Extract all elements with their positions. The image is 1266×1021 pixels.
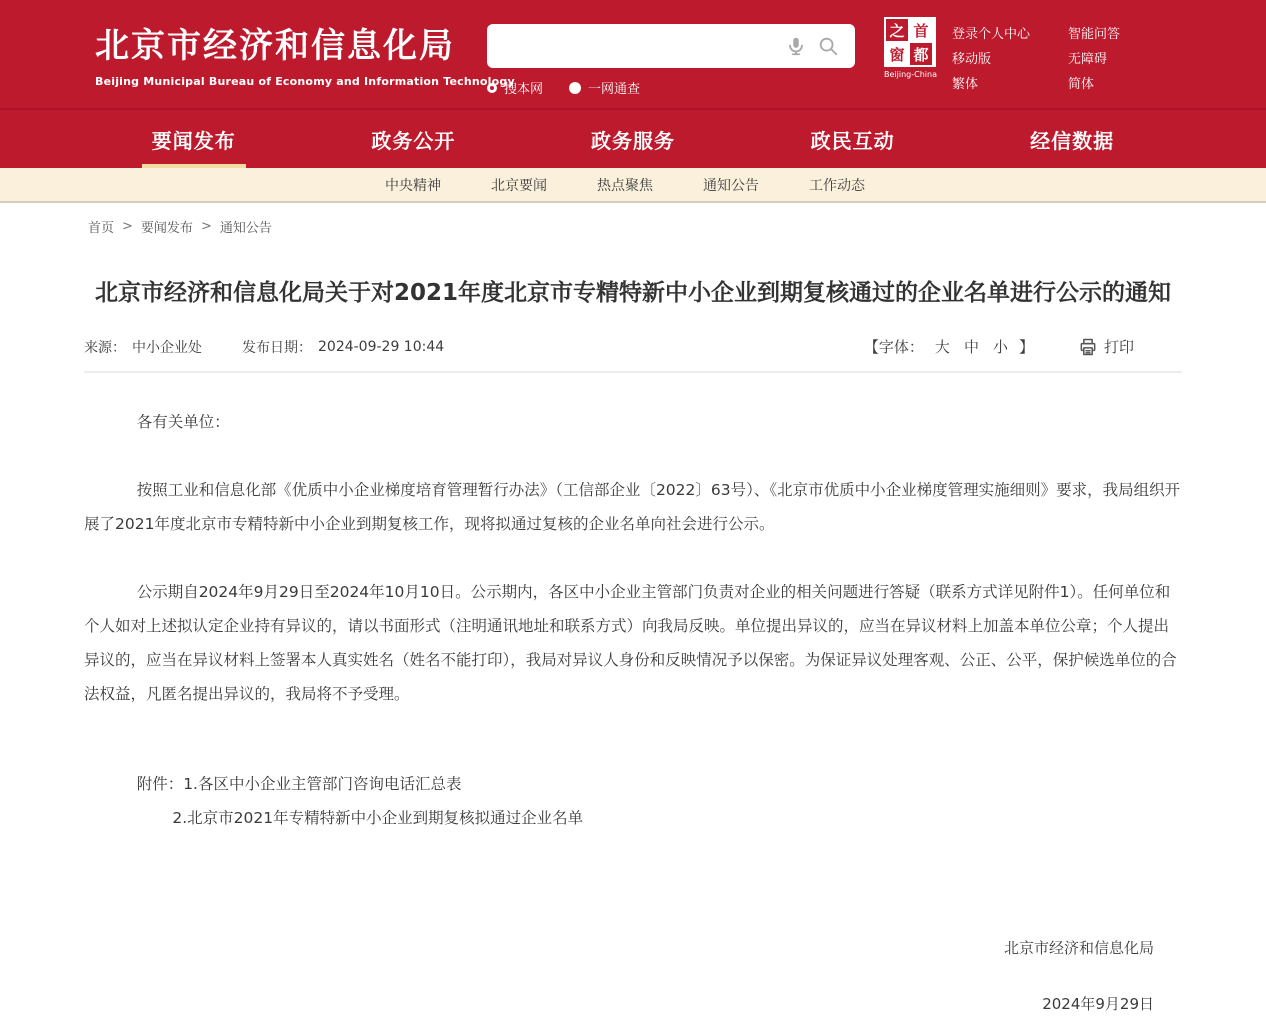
breadcrumb-separator: > (122, 219, 133, 234)
main-nav (0, 108, 1266, 168)
seal-char: 都 (910, 43, 932, 65)
link-login-personal-center[interactable]: 登录个人中心 (952, 27, 1031, 42)
search-box[interactable] (487, 24, 855, 68)
radio-unselected-icon (569, 82, 581, 94)
article-body (84, 405, 1182, 1021)
attachments (84, 767, 1182, 835)
signature-org: 北京市经济和信息化局 (1003, 939, 1154, 957)
scope-option-onenet[interactable] (569, 78, 640, 97)
font-size-small-button[interactable]: 小 (992, 338, 1008, 356)
site-title: 北京市经济和信息化局 (95, 26, 455, 66)
breadcrumb-home[interactable]: 首页 (88, 221, 115, 236)
print-label: 打印 (1103, 338, 1134, 356)
printer-icon (1078, 337, 1098, 357)
article-content (84, 276, 1182, 1021)
quick-links (952, 23, 1120, 92)
nav-item-gov-affairs-open[interactable]: 政务公开 (371, 128, 456, 153)
font-size-medium-button[interactable]: 中 (963, 338, 979, 356)
subnav-item-beijing-news[interactable]: 北京要闻 (491, 177, 547, 194)
signature-block (84, 931, 1182, 1021)
breadcrumb (0, 203, 1266, 236)
subnav-item-central-spirit[interactable]: 中央精神 (385, 177, 441, 194)
scope-option-site[interactable] (487, 78, 543, 97)
site-header (0, 0, 1266, 108)
link-traditional-chinese[interactable]: 繁体 (952, 77, 979, 92)
capital-window-seal-icon (884, 17, 936, 67)
seal-char: 首 (910, 19, 932, 41)
radio-selected-icon (487, 83, 497, 93)
nav-item-public-interaction[interactable]: 政民互动 (810, 128, 895, 153)
scope-option-label: 搜本网 (504, 82, 544, 97)
breadcrumb-separator: > (200, 219, 212, 234)
paragraph: 按照工业和信息化部《优质中小企业梯度培育管理暂行办法》（工信部企业〔2022〕63号）、《北京市优质中小企业梯度管理实施细则》要求，我局组织开展了2021年度北京市专精特新中小企业到期复核工作，现将拟通过复核的企业名单向社会进行公示。 (84, 481, 1181, 533)
site-brand[interactable] (95, 18, 515, 88)
subnav-item-work-updates[interactable]: 工作动态 (809, 177, 865, 194)
font-size-bracket-open: 【字体： (863, 338, 924, 356)
nav-item-data[interactable]: 经信数据 (1030, 128, 1115, 153)
attachment-1[interactable]: 附件：1.各区中小企业主管部门咨询电话汇总表 (136, 775, 462, 793)
subnav-item-hot-focus[interactable]: 热点聚焦 (597, 177, 653, 194)
article-title: 北京市经济和信息化局关于对2021年度北京市专精特新中小企业到期复核通过的企业名单进行公示的通知 (94, 280, 1171, 306)
search-icon[interactable] (817, 35, 839, 57)
source-label: 来源： (84, 339, 126, 356)
scope-option-label: 一网通查 (588, 82, 641, 97)
search-input[interactable] (499, 28, 779, 64)
capital-window-caption: Beijing-China (884, 70, 937, 79)
article-meta-row (84, 336, 1182, 357)
salutation: 各有关单位： (136, 413, 230, 431)
microphone-icon[interactable] (785, 35, 807, 57)
nav-item-news[interactable]: 要闻发布 (152, 110, 236, 168)
print-button[interactable] (1078, 336, 1134, 357)
meta-divider (84, 371, 1182, 373)
attachment-2[interactable]: 2.北京市2021年专精特新中小企业到期复核拟通过企业名单 (172, 809, 584, 827)
link-smart-qa[interactable]: 智能问答 (1068, 27, 1121, 42)
breadcrumb-news[interactable]: 要闻发布 (140, 221, 193, 236)
site-subtitle: Beijing Municipal Bureau of Economy and Information Technology (95, 75, 515, 88)
subnav-item-notices[interactable]: 通知公告 (703, 177, 759, 194)
publish-date-value: 2024-09-29 10:44 (318, 338, 445, 355)
link-mobile-version[interactable]: 移动版 (952, 52, 992, 67)
publish-date-label: 发布日期： (242, 339, 312, 356)
signature-date: 2024年9月29日 (1042, 995, 1154, 1013)
source-value: 中小企业处 (132, 339, 202, 356)
link-accessibility[interactable]: 无障碍 (1068, 52, 1108, 67)
search-scope-options (487, 78, 855, 97)
seal-char: 窗 (886, 43, 908, 65)
font-size-bracket-close: 】 (1018, 338, 1034, 356)
breadcrumb-notices[interactable]: 通知公告 (219, 221, 272, 236)
link-simplified-chinese[interactable]: 简体 (1068, 77, 1095, 92)
capital-window-logo[interactable] (884, 17, 936, 79)
sub-nav (0, 168, 1266, 203)
search-block (487, 24, 855, 97)
font-size-large-button[interactable]: 大 (934, 338, 950, 356)
nav-item-gov-services[interactable]: 政务服务 (590, 128, 675, 153)
seal-char: 之 (886, 19, 908, 41)
paragraph: 公示期自2024年9月29日至2024年10月10日。公示期内，各区中小企业主管部门负责对企业的相关问题进行答疑（联系方式详见附件1）。任何单位和个人如对上述拟认定企业持有异议的，请以书面形式（注明通讯地址和联系方式）向我局反映。单位提出异议的，应当在异议材料上加盖本单位公章；个人提出异议的，应当在异议材料上签署本人真实姓名（姓名不能打印），我局对异议人身份和反映情况予以保密。为保证异议处理客观、公正、公平，保护候选单位的合法权益，凡匿名提出异议的，我局将不予受理。 (84, 583, 1177, 703)
